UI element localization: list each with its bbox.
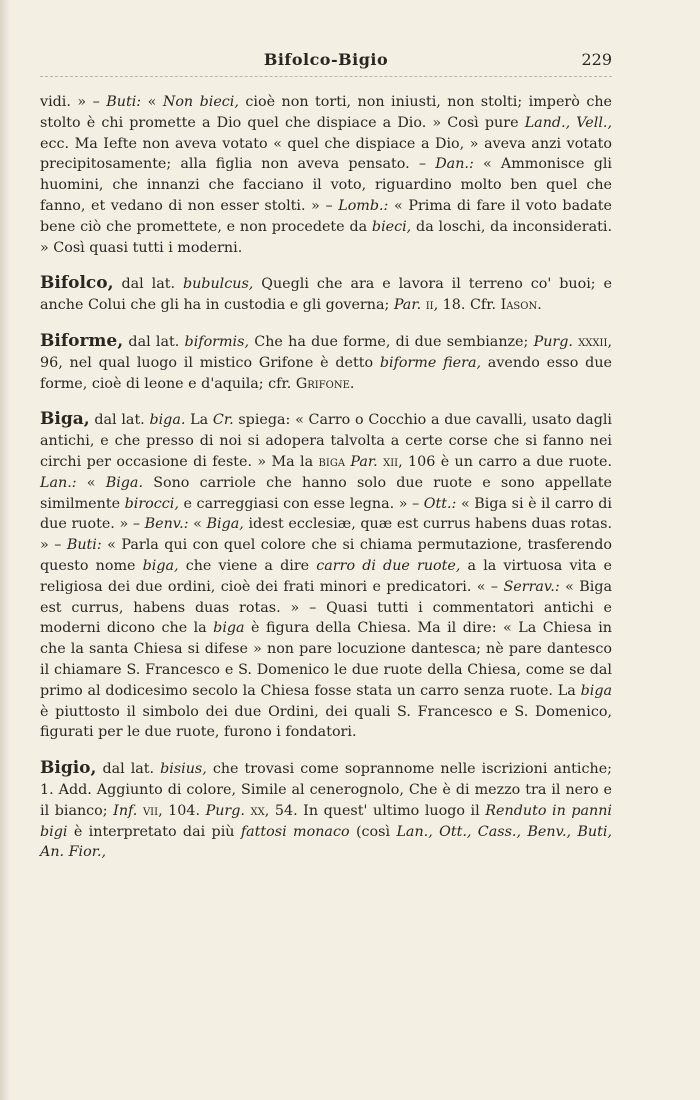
- text-run: è interpretato dai più: [67, 823, 241, 840]
- header-rule: [40, 76, 612, 77]
- text-run: «: [76, 474, 106, 491]
- italic-text: Purg.: [205, 802, 245, 819]
- text-run: ecc. Ma Iefte non aveva votato « quel che dispiace a Dio, » aveva anzi votato precipitosamente; alla figlia non aveva pensato. –: [40, 135, 612, 173]
- small-caps-text: ii: [425, 297, 434, 314]
- text-run: « Parla qui con quel colore che si chiama permutazione, trasferendo questo nome: [40, 537, 612, 574]
- text-run: dal lat.: [96, 761, 161, 778]
- italic-text: Benv.:: [144, 516, 189, 533]
- italic-text: biformis,: [184, 333, 250, 350]
- text-run: , 18. Cfr.: [433, 297, 501, 314]
- text-run: idest ecclesiæ, quæ est currus habens duas rotas. » –: [40, 516, 612, 554]
- text-run: , 54. In quest' ultimo luogo il: [264, 802, 486, 819]
- entry-bigio: [40, 758, 612, 863]
- small-caps-text: xx: [250, 802, 265, 819]
- text-run: «: [188, 516, 207, 533]
- text-run: da loschi, da inconsiderati. » Così quasi tutti i moderni.: [40, 218, 612, 256]
- small-caps-text: xii: [383, 453, 399, 470]
- text-run: spiega: « Carro o Cocchio a due cavalli, usato dagli antichi, e che presso di noi si adopera talvolta a certe corse che si fanno nei circhi per occasione di feste. » Ma la: [40, 412, 612, 470]
- text-run: dal lat.: [89, 412, 150, 429]
- italic-text: carro di due ruote,: [316, 557, 461, 574]
- italic-text: biga: [580, 682, 612, 699]
- entry-bifolco: [40, 273, 612, 316]
- italic-text: Land., Vell.,: [524, 114, 612, 131]
- text-run: e carreggiasi con esse legna. » –: [178, 495, 424, 512]
- italic-text: Non bieci,: [162, 94, 239, 110]
- italic-text: fattosi monaco: [240, 823, 350, 840]
- text-run: « Biga si è il carro di due ruote. » –: [40, 495, 612, 533]
- italic-text: Inf.: [113, 802, 138, 819]
- entry-headword: Biforme,: [40, 330, 124, 351]
- entry-headword: Bifolco,: [40, 273, 114, 294]
- italic-text: biforme fiera,: [379, 354, 482, 371]
- entry-biga: [40, 409, 612, 743]
- text-run: , 106 è un carro a due ruote.: [398, 453, 613, 470]
- text-run: avendo esso due forme, cioè di leone e d'aquila; cfr.: [40, 354, 612, 392]
- italic-text: bisius,: [160, 761, 207, 778]
- italic-text: biga: [213, 620, 245, 637]
- page-number: 229: [581, 50, 612, 69]
- small-caps-text: Iason.: [500, 297, 542, 314]
- italic-text: biga,: [142, 557, 179, 574]
- italic-text: Lan., Ott., Cass., Benv., Buti, An. Fior.,: [40, 823, 612, 861]
- italic-text: bieci,: [371, 218, 412, 235]
- italic-text: birocci,: [124, 495, 179, 512]
- italic-text: Par.: [393, 297, 422, 314]
- italic-text: Biga.: [105, 474, 144, 491]
- text-run: dal lat.: [123, 333, 185, 350]
- italic-text: Buti:: [106, 94, 142, 110]
- italic-text: Purg.: [533, 333, 573, 350]
- text-run: è figura della Chiesa. Ma il dire: « La Chiesa in che la santa Chiesa si difese » non pare locuzione dantesca; nè pare dantesco il chiamare S. Francesco e S. Domenico le due ruote della Chiesa, come se dal primo al dodicesimo secolo la Chiesa fosse stata un carro senza ruote. La: [40, 620, 612, 699]
- text-run: « Biga est currus, habens duas rotas. » – Quasi tutti i commentatori antichi e moderni dicono che la: [40, 578, 612, 637]
- paragraph-intro: [40, 92, 612, 258]
- italic-text: biga.: [149, 412, 186, 429]
- entry-headword: Biga,: [40, 409, 90, 430]
- entry-biforme: [40, 331, 612, 394]
- italic-text: Lomb.:: [338, 197, 389, 214]
- text-run: è piuttosto il simbolo dei due Ordini, dei quali S. Francesco e S. Domenico, figurati per le due ruote, furono i fondatori.: [40, 703, 612, 741]
- small-caps-text: xxxii: [578, 333, 608, 350]
- text-run: che trovasi come soprannome nelle iscrizioni antiche; 1. Add. Aggiunto di colore, Simile al cenerognolo, Che è di mezzo tra il nero e il bianco;: [40, 761, 612, 819]
- page-gutter-shadow: [0, 0, 10, 1100]
- italic-text: Ott.:: [423, 495, 457, 512]
- text-run: , 96, nel qual luogo il mistico Grifone è detto: [40, 333, 612, 371]
- text-run: « Prima di fare il voto badate bene ciò che promettete, e non procedete da: [40, 197, 612, 235]
- text-run: Sono carriole che hanno solo due ruote e sono appellate similmente: [40, 474, 612, 512]
- text-run: Che ha due forme, di due sembianze;: [249, 333, 534, 350]
- text-run: che viene a dire: [178, 557, 317, 574]
- text-run: cioè non torti, non iniusti, non stolti; imperò che stolto è chi promette a Dio quel che dispiace a Dio. » Così pure: [40, 94, 613, 131]
- running-title: Bifolco-Bigio: [263, 50, 389, 69]
- entry-headword: Bigio,: [40, 758, 97, 779]
- text-run: La: [185, 412, 213, 429]
- small-caps-text: vii: [142, 802, 159, 819]
- italic-text: Dan.:: [435, 156, 474, 173]
- italic-text: Biga,: [206, 516, 244, 533]
- text-run: vidi. » –: [40, 94, 107, 110]
- small-caps-text: biga: [318, 453, 346, 470]
- text-run: Quegli che ara e lavora il terreno co' buoi; e anche Colui che gli ha in custodia e gli governa;: [40, 276, 612, 314]
- text-run: dal lat.: [113, 276, 183, 293]
- text-run: (così: [349, 823, 397, 840]
- page-body: [40, 92, 612, 863]
- italic-text: Cr.: [212, 412, 234, 429]
- italic-text: bubulcus,: [182, 276, 254, 293]
- text-run: , 104.: [158, 802, 206, 819]
- small-caps-text: Grifone.: [295, 375, 355, 392]
- italic-text: Serrav.:: [503, 578, 560, 595]
- italic-text: Lan.:: [40, 474, 77, 491]
- italic-text: Buti:: [66, 537, 102, 554]
- italic-text: Renduto in panni bigi: [40, 802, 613, 840]
- italic-text: Par.: [350, 453, 378, 470]
- text-run: « Ammonisce gli huomini, che innanzi che facciano il voto, riguardino molto ben quel che fanno, et vedano di non esser stolti. » –: [40, 156, 612, 214]
- text-run: «: [141, 94, 163, 110]
- text-run: a la virtuosa vita e religiosa dei due ordini, cioè dei frati minori e predicatori. « –: [40, 557, 612, 595]
